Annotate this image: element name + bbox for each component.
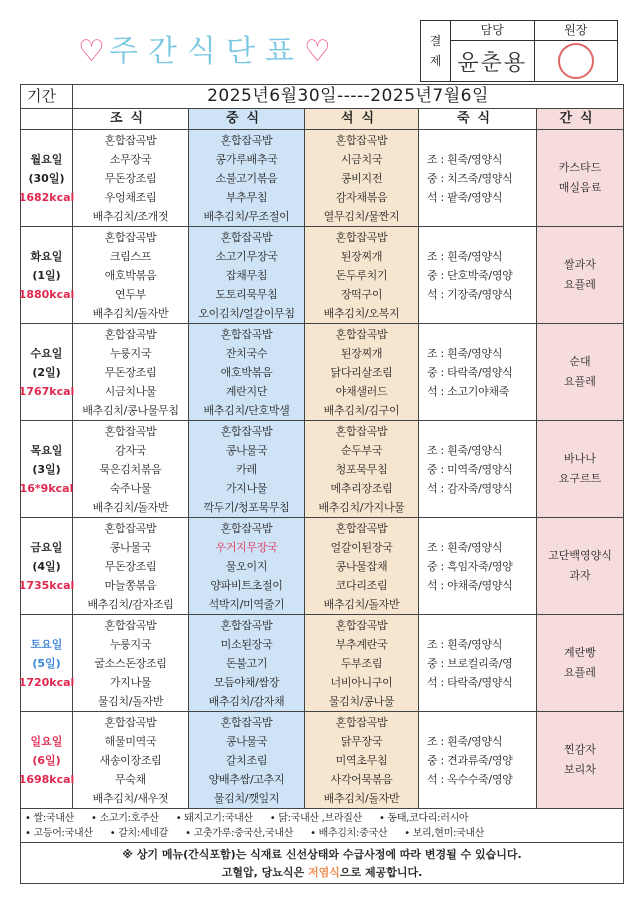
menu-item: 연두부 [115,288,146,301]
day-label [18,518,75,614]
day-name: 수요일 [30,346,63,360]
menu-table [20,84,624,884]
menu-item: 새송이장조림 [99,754,162,767]
menu-item: 사각어묵볶음 [330,773,393,786]
menu-item: 계란지단 [225,385,268,398]
menu-item: 혼합잡곡밥 [335,231,388,244]
snack-cell [537,324,623,420]
menu-item: 배추김치/감자채 [208,695,285,708]
day-kcal: 1767kcal [18,384,75,398]
menu-item: 혼합잡곡밥 [104,522,157,535]
menu-item: 마늘쫑볶음 [104,579,157,592]
heart-right-icon: ♡ [303,34,335,69]
porridge-item: 석 : 기장죽/영양식 [427,287,513,301]
porridge-item: 조 : 흰죽/영양식 [427,540,503,554]
snack-item: 계란빵 [564,646,596,659]
day-label [18,615,75,711]
menu-item: 배추김치/감자조림 [87,598,174,611]
porridge-item: 석 : 팥죽/영양식 [427,190,503,204]
seal-stamp-icon [558,43,594,79]
menu-item: 미역초무침 [335,754,388,767]
menu-item: 부추계란국 [335,638,388,651]
porridge-item: 석 : 소고기야채죽 [427,384,510,398]
lunch-cell [189,712,305,808]
breakfast-cell [73,130,189,226]
porridge-item: 중 : 견과류죽/영양 [427,753,513,767]
lunch-cell [189,324,305,420]
approval-wonjang-label: 원장 [535,21,618,41]
lunch-cell [189,421,305,517]
notice-line-2-post: 으로 제공합니다. [339,866,423,879]
menu-item: 혼합잡곡밥 [104,328,157,341]
menu-item: 우엉채조림 [104,191,157,204]
menu-item: 혼합잡곡밥 [335,716,388,729]
day-kcal: 1682kcal [18,190,75,204]
breakfast-cell [73,227,189,323]
menu-item: 콩나물국 [225,735,268,748]
menu-item: 혼합잡곡밥 [220,619,273,632]
menu-item: 장떡구이 [340,288,383,301]
day-row [18,615,623,712]
signature: 윤춘용 [457,50,528,76]
menu-item: 배추김치/돌자반 [323,598,400,611]
notice-line-1: ※ 상기 메뉴(간식포함)는 식재료 신선상태와 수급사정에 따라 변경될 수 있습니다. [122,848,522,861]
menu-item: 된장찌개 [340,250,383,263]
day-name: 월요일 [30,152,63,166]
menu-item: 갈치조림 [225,754,268,767]
porridge-item: 석 : 감자죽/영양식 [427,481,513,495]
day-row [18,324,623,421]
menu-item: 배추김치/무조절이 [203,210,290,223]
breakfast-cell [73,615,189,711]
menu-item: 혼합잡곡밥 [220,716,273,729]
menu-item: 야채샐러드 [335,385,388,398]
menu-item: 돈두루치기 [335,269,388,282]
header-dinner: 석식 [305,109,419,129]
porridge-item: 조 : 흰죽/영양식 [427,443,503,457]
approval-damdang [451,21,534,81]
header-snack: 간식 [537,109,623,129]
menu-item: 혼합잡곡밥 [335,134,388,147]
day-row [18,227,623,324]
dinner-cell [305,227,419,323]
snack-item: 순대 [569,355,591,368]
column-header-row [21,109,623,130]
menu-item: 배추김치/돌자반 [92,307,169,320]
header-breakfast: 조식 [73,109,189,129]
porridge-cell [419,130,537,226]
menu-item: 혼합잡곡밥 [335,425,388,438]
snack-cell [537,712,623,808]
menu-item: 혼합잡곡밥 [220,328,273,341]
origin-info [21,809,623,843]
menu-item: 양파비트초절이 [210,579,283,592]
menu-item: 가지나물 [225,482,268,495]
menu-item: 석박지/미역줄기 [208,598,285,611]
day-kcal: 1880kcal [18,287,75,301]
snack-item: 요플레 [564,278,596,291]
menu-item: 깍두기/청포묵무침 [203,501,290,514]
origin-line-1 [25,811,619,826]
menu-item: 닭무장국 [340,735,383,748]
menu-item: 순두부국 [340,444,383,457]
menu-item: 혼합잡곡밥 [335,328,388,341]
menu-item: 감자채볶음 [335,191,388,204]
menu-item: 배추김치/새우젓 [92,792,169,805]
menu-item: 콩비지전 [340,172,383,185]
snack-item: 찐감자 [564,743,596,756]
menu-item: 청포묵무침 [335,463,388,476]
menu-item: 메추리장조림 [330,482,393,495]
menu-item: 돈불고기 [225,657,268,670]
day-name: 토요일 [30,637,63,651]
menu-item: 누룽지국 [109,347,152,360]
day-date: (5일) [32,656,61,670]
day-date: (30일) [28,171,65,185]
snack-item: 과자 [569,569,591,582]
notice-line-2 [21,864,623,882]
menu-item: 양배추쌈/고추지 [208,773,285,786]
heart-left-icon: ♡ [78,34,109,69]
menu-item: 크림스프 [109,250,152,263]
menu-item: 묵은김치볶음 [99,463,162,476]
day-name: 화요일 [30,249,63,263]
day-row [21,421,623,518]
approval-label [421,21,451,81]
origin-item: • 닭:국내산 ,브라질산 [269,813,362,824]
menu-item: 모듬야채/쌈장 [213,676,280,689]
day-label [18,712,75,808]
snack-cell [537,227,623,323]
porridge-cell [419,518,537,614]
origin-item: • 고등어:국내산 [25,828,93,839]
page-title [78,26,335,70]
page-title-text: 주간식단표 [108,34,304,69]
dinner-cell [305,712,419,808]
day-kcal: 1720kcal [18,675,75,689]
menu-item: 굴소스돈장조림 [94,657,167,670]
menu-item: 두부조림 [340,657,383,670]
day-name: 일요일 [30,734,63,748]
approval-damdang-sign [451,41,534,81]
period-label: 기간 [21,85,73,108]
lunch-cell [189,518,305,614]
period-value: 2025년6월30일-----2025년7월6일 [207,86,489,106]
porridge-item: 중 : 타락죽/영양식 [427,365,513,379]
porridge-cell [419,712,537,808]
menu-item: 콩나물잡채 [335,560,388,573]
porridge-item: 조 : 흰죽/영양식 [427,152,503,166]
menu-item: 누룽지국 [109,638,152,651]
menu-item: 혼합잡곡밥 [220,231,273,244]
day-name: 목요일 [30,443,63,457]
day-date: (4일) [32,559,61,573]
snack-item: 요플레 [564,375,596,388]
approval-damdang-label: 담당 [451,21,534,41]
day-row [18,130,623,227]
lunch-cell [189,227,305,323]
menu-item: 소무장국 [109,153,152,166]
menu-item: 시금치나물 [104,385,157,398]
dinner-cell [305,421,419,517]
menu-item: 닭다리살조림 [330,366,393,379]
snack-item: 쌀과자 [564,258,596,271]
menu-item: 혼합잡곡밥 [335,619,388,632]
snack-item: 매실음료 [558,181,602,194]
menu-item: 너비아니구이 [330,676,393,689]
menu-item: 배추김치/돌자반 [323,792,400,805]
menu-item: 우거지무장국 [215,541,278,554]
notice [21,843,623,883]
menu-item: 물김치/깻잎지 [213,792,280,805]
menu-item: 무돈장조림 [104,366,157,379]
day-label [18,130,75,226]
snack-cell [537,421,623,517]
porridge-cell [419,421,537,517]
menu-item: 숙주나물 [109,482,152,495]
menu-item: 무돈장조림 [104,560,157,573]
porridge-item: 조 : 흰죽/영양식 [427,346,503,360]
low-salt-label: 저염식 [307,866,340,879]
origin-item: • 쌀:국내산 [25,813,74,824]
origin-item: • 동태,코다리:러시아 [378,813,469,824]
snack-item: 고단백영양식 [548,549,612,562]
approval-wonjang-sign [535,41,618,81]
notice-line-2-pre: 고혈압, 당뇨식은 [221,866,308,879]
day-row [18,518,623,615]
menu-item: 배추김치/오복지 [323,307,400,320]
porridge-item: 중 : 치즈죽/영양식 [427,171,513,185]
porridge-cell [419,227,537,323]
origin-item: • 돼지고기:국내산 [175,813,253,824]
day-row [18,712,623,809]
origin-item: • 갈치:세네갈 [109,828,169,839]
porridge-item: 석 : 야채죽/영양식 [427,578,513,592]
snack-item: 바나나 [564,452,596,465]
menu-item: 혼합잡곡밥 [104,231,157,244]
dinner-cell [305,518,419,614]
breakfast-cell [73,518,189,614]
day-label [18,324,75,420]
menu-item: 미소된장국 [220,638,273,651]
menu-item: 애호박볶음 [220,366,273,379]
approval-box [420,20,618,82]
lunch-cell [189,615,305,711]
menu-item: 배추김치/조개젓 [92,210,169,223]
origin-item: • 보리,현미:국내산 [404,828,485,839]
menu-item: 시금치국 [340,153,383,166]
menu-item: 된장찌개 [340,347,383,360]
porridge-item: 석 : 옥수수죽/영양 [427,772,513,786]
origin-line-2 [25,826,619,841]
menu-item: 무돈장조림 [104,172,157,185]
day-name: 금요일 [30,540,63,554]
menu-item: 무숙채 [115,773,146,786]
day-kcal: 1698kcal [18,772,75,786]
snack-item: 요플레 [564,666,596,679]
dinner-cell [305,130,419,226]
menu-item: 혼합잡곡밥 [104,425,157,438]
porridge-item: 조 : 흰죽/영양식 [427,249,503,263]
menu-item: 부추무침 [225,191,268,204]
menu-item: 혼합잡곡밥 [335,522,388,535]
dinner-cell [305,324,419,420]
menu-item: 배추김치/단호박샐 [203,404,290,417]
menu-item: 배추김치/가지나물 [318,501,405,514]
period-row [21,85,623,109]
dinner-cell [305,615,419,711]
approval-label-gyeol: 결 [429,34,442,48]
day-date: (6일) [32,753,61,767]
menu-item: 콩가루배추국 [215,153,278,166]
menu-item: 잡채무침 [225,269,268,282]
menu-item: 열무김치/물짠지 [323,210,400,223]
breakfast-cell [73,712,189,808]
menu-item: 물김치/콩나물 [328,695,395,708]
menu-item: 혼합잡곡밥 [220,522,273,535]
snack-cell [537,615,623,711]
origin-item: • 배추김치:중국산 [310,828,388,839]
porridge-item: 중 : 단호박죽/영양 [427,268,513,282]
porridge-cell [419,615,537,711]
menu-item: 배추김치/콩나물무침 [82,404,179,417]
menu-item: 애호박볶음 [104,269,157,282]
snack-cell [537,130,623,226]
lunch-cell [189,130,305,226]
header-blank [21,109,73,129]
approval-label-je: 제 [429,54,442,68]
breakfast-cell [73,324,189,420]
snack-item: 카스타드 [558,161,602,174]
menu-item: 코다리조림 [335,579,388,592]
menu-item: 혼합잡곡밥 [220,134,273,147]
porridge-cell [419,324,537,420]
menu-item: 혼합잡곡밥 [104,134,157,147]
menu-item: 혼합잡곡밥 [104,619,157,632]
menu-item: 콩나물국 [109,541,152,554]
day-kcal: 16*9kcal [19,481,74,495]
day-date: (1일) [32,268,61,282]
day-date: (3일) [32,462,61,476]
day-label [21,421,73,517]
snack-item: 요구르트 [558,472,602,485]
menu-item: 가지나물 [109,676,152,689]
snack-cell [537,518,623,614]
porridge-item: 석 : 타락죽/영양식 [427,675,513,689]
menu-item: 얼갈이된장국 [330,541,393,554]
menu-item: 감자국 [115,444,146,457]
menu-item: 배추김치/김구이 [323,404,400,417]
porridge-item: 조 : 흰죽/영양식 [427,637,503,651]
title-area [0,0,420,82]
menu-item: 콩나물국 [225,444,268,457]
porridge-item: 중 : 흑임자죽/영양 [427,559,513,573]
menu-item: 물김치/돌자반 [97,695,164,708]
menu-item: 잔치국수 [225,347,268,360]
day-date: (2일) [32,365,61,379]
origin-item: • 고춧가루:중국산,국내산 [185,828,294,839]
menu-item: 배추김치/돌자반 [92,501,169,514]
menu-item: 해물미역국 [104,735,157,748]
menu-item: 도토리묵무침 [215,288,278,301]
approval-wonjang [534,21,618,81]
origin-item: • 소고기:호주산 [91,813,159,824]
day-kcal: 1735kcal [18,578,75,592]
porridge-item: 조 : 흰죽/영양식 [427,734,503,748]
porridge-item: 중 : 브로컬리죽/영 [427,656,513,670]
menu-item: 소고기무장국 [215,250,278,263]
day-label [18,227,75,323]
menu-item: 물오이지 [225,560,268,573]
menu-item: 소불고기볶음 [215,172,278,185]
menu-item: 오이김치/얼갈이무침 [198,307,295,320]
header-porridge: 죽식 [419,109,537,129]
porridge-item: 중 : 미역죽/영양식 [427,462,513,476]
header-lunch: 중식 [189,109,305,129]
breakfast-cell [73,421,189,517]
menu-item: 혼합잡곡밥 [104,716,157,729]
menu-item: 혼합잡곡밥 [220,425,273,438]
snack-item: 보리차 [564,763,596,776]
menu-item: 카레 [236,463,257,476]
